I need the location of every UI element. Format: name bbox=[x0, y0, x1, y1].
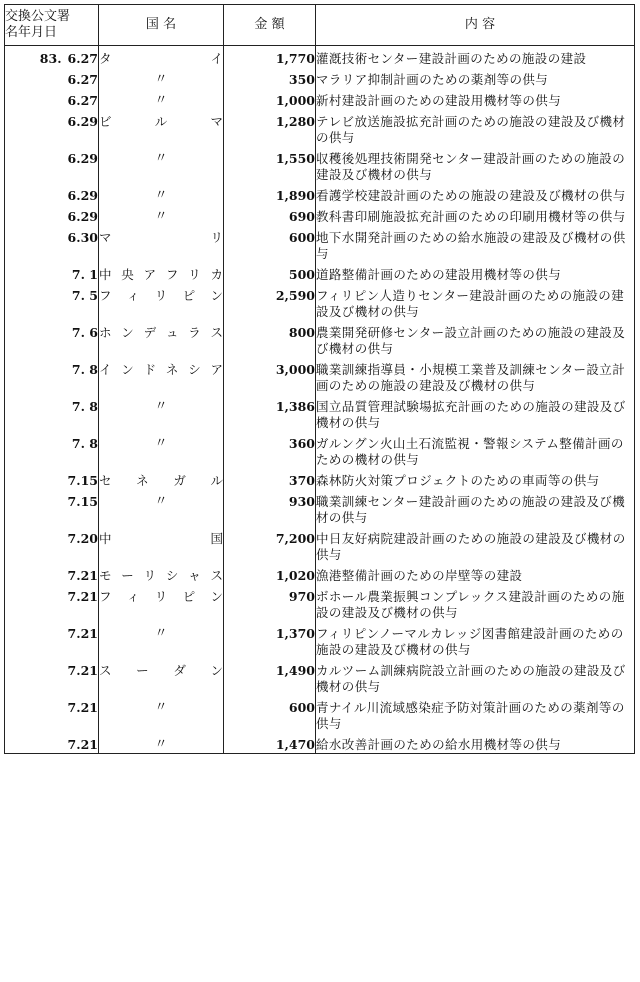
country-name: フ ィ リ ピ ン bbox=[99, 589, 223, 604]
table-row bbox=[5, 489, 635, 526]
table-row bbox=[5, 225, 635, 262]
date-label: 7.21 bbox=[67, 589, 98, 604]
country-name: 中 央 ア フ リ カ bbox=[99, 267, 223, 282]
country-name: イ ン ド ネ シ ア bbox=[99, 362, 223, 377]
country-name: ホ ン デ ュ ラ ス bbox=[99, 325, 223, 340]
date-cell bbox=[5, 320, 99, 357]
content-cell: 地下水開発計画のための給水施設の建設及び機材の供与 bbox=[316, 225, 635, 262]
ditto-mark: 〃 bbox=[154, 436, 168, 451]
table-row bbox=[5, 357, 635, 394]
date-label: 7. 5 bbox=[71, 288, 98, 303]
country-cell bbox=[99, 183, 224, 204]
header-country-char: 国 bbox=[145, 17, 159, 32]
table-header-row bbox=[5, 5, 635, 46]
country-name: ビ ル マ bbox=[99, 114, 223, 129]
header-content-char: 内 bbox=[464, 17, 478, 32]
ditto-mark: 〃 bbox=[154, 93, 168, 108]
ditto-mark: 〃 bbox=[154, 188, 168, 203]
content-cell: 新村建設計画のための建設用機材等の供与 bbox=[316, 88, 635, 109]
country-cell bbox=[99, 109, 224, 146]
date-label: 6.30 bbox=[67, 230, 98, 245]
content-cell: テレビ放送施設拡充計画のための施設の建設及び機材の供与 bbox=[316, 109, 635, 146]
country-cell bbox=[99, 320, 224, 357]
date-label: 7. 8 bbox=[71, 436, 98, 451]
country-cell bbox=[99, 146, 224, 183]
date-label: 7. 1 bbox=[71, 267, 98, 282]
country-name: セ ネ ガ ル bbox=[99, 473, 223, 488]
country-cell bbox=[99, 489, 224, 526]
country-name: 中 国 bbox=[99, 531, 223, 546]
table-row bbox=[5, 431, 635, 468]
amount-cell: 1,000 bbox=[224, 88, 316, 109]
date-label: 6.27 bbox=[67, 93, 98, 108]
table-row bbox=[5, 621, 635, 658]
country-cell bbox=[99, 67, 224, 88]
content-cell: フィリピンノーマルカレッジ図書館建設計画のための施設の建設及び機材の供与 bbox=[316, 621, 635, 658]
date-label: 7.15 bbox=[67, 473, 98, 488]
ditto-mark: 〃 bbox=[154, 494, 168, 509]
date-cell bbox=[5, 88, 99, 109]
date-cell bbox=[5, 67, 99, 88]
content-cell: ボホール農業振興コンプレックス建設計画のための施設の建設及び機材の供与 bbox=[316, 584, 635, 621]
country-cell bbox=[99, 621, 224, 658]
country-cell bbox=[99, 431, 224, 468]
amount-cell: 1,890 bbox=[224, 183, 316, 204]
country-cell bbox=[99, 394, 224, 431]
ditto-mark: 〃 bbox=[154, 151, 168, 166]
header-content-char: 容 bbox=[482, 17, 496, 32]
country-cell bbox=[99, 357, 224, 394]
table-row bbox=[5, 732, 635, 754]
content-cell: マラリア抑制計画のための薬剤等の供与 bbox=[316, 67, 635, 88]
date-cell bbox=[5, 183, 99, 204]
table-row bbox=[5, 563, 635, 584]
date-cell bbox=[5, 357, 99, 394]
date-cell bbox=[5, 563, 99, 584]
date-cell bbox=[5, 225, 99, 262]
amount-cell: 600 bbox=[224, 225, 316, 262]
date-label: 7. 8 bbox=[71, 399, 98, 414]
country-cell bbox=[99, 584, 224, 621]
header-date bbox=[5, 5, 99, 46]
date-cell bbox=[5, 489, 99, 526]
date-cell bbox=[5, 204, 99, 225]
date-label: 7.21 bbox=[67, 663, 98, 678]
table-row bbox=[5, 283, 635, 320]
amount-cell: 1,550 bbox=[224, 146, 316, 183]
date-label: 7.21 bbox=[67, 737, 98, 752]
amount-cell: 1,020 bbox=[224, 563, 316, 584]
country-cell bbox=[99, 732, 224, 754]
content-cell: 森林防火対策プロジェクトのための車両等の供与 bbox=[316, 468, 635, 489]
date-cell bbox=[5, 394, 99, 431]
country-cell bbox=[99, 262, 224, 283]
amount-cell: 360 bbox=[224, 431, 316, 468]
content-cell: カルツーム訓練病院設立計画のための施設の建設及び機材の供与 bbox=[316, 658, 635, 695]
country-name: ス ー ダ ン bbox=[99, 663, 223, 678]
date-cell bbox=[5, 146, 99, 183]
table-row bbox=[5, 394, 635, 431]
ditto-mark: 〃 bbox=[154, 209, 168, 224]
header-date-line1: 交換公文署 bbox=[5, 9, 71, 24]
ditto-mark: 〃 bbox=[154, 700, 168, 715]
date-label: 7.20 bbox=[67, 531, 98, 546]
country-name: フ ィ リ ピ ン bbox=[99, 288, 223, 303]
ditto-mark: 〃 bbox=[154, 72, 168, 87]
content-cell: 教科書印刷施設拡充計画のための印刷用機材等の供与 bbox=[316, 204, 635, 225]
amount-cell: 7,200 bbox=[224, 526, 316, 563]
amount-cell: 930 bbox=[224, 489, 316, 526]
date-label: 7.21 bbox=[67, 568, 98, 583]
header-amount-char: 額 bbox=[271, 17, 285, 32]
table-row bbox=[5, 109, 635, 146]
table-row bbox=[5, 46, 635, 68]
date-cell bbox=[5, 283, 99, 320]
grant-aid-table bbox=[4, 4, 635, 754]
date-cell bbox=[5, 621, 99, 658]
ditto-mark: 〃 bbox=[154, 737, 168, 752]
date-cell bbox=[5, 695, 99, 732]
date-label: 7.21 bbox=[67, 700, 98, 715]
country-name: マ リ bbox=[99, 230, 223, 245]
country-name: モ ー リ シ ャ ス bbox=[99, 568, 223, 583]
date-cell bbox=[5, 431, 99, 468]
country-cell bbox=[99, 88, 224, 109]
amount-cell: 600 bbox=[224, 695, 316, 732]
header-content bbox=[316, 5, 635, 46]
header-amount bbox=[224, 5, 316, 46]
header-amount-char: 金 bbox=[254, 17, 268, 32]
amount-cell: 800 bbox=[224, 320, 316, 357]
country-cell bbox=[99, 225, 224, 262]
table-row bbox=[5, 584, 635, 621]
date-label: 7.21 bbox=[67, 626, 98, 641]
date-cell bbox=[5, 468, 99, 489]
date-label: 7. 6 bbox=[71, 325, 98, 340]
content-cell: 職業訓練指導員・小規模工業普及訓練センター設立計画のための施設の建設及び機材の供与 bbox=[316, 357, 635, 394]
header-country bbox=[99, 5, 224, 46]
country-cell bbox=[99, 563, 224, 584]
content-cell: 青ナイル川流域感染症予防対策計画のための薬剤等の供与 bbox=[316, 695, 635, 732]
content-cell: 職業訓練センター建設計画のための施設の建設及び機材の供与 bbox=[316, 489, 635, 526]
date-label: 6.29 bbox=[67, 188, 98, 203]
content-cell: フィリピン人造りセンター建設計画のための施設の建設及び機材の供与 bbox=[316, 283, 635, 320]
amount-cell: 1,386 bbox=[224, 394, 316, 431]
country-cell bbox=[99, 46, 224, 68]
amount-cell: 370 bbox=[224, 468, 316, 489]
content-cell: 農業開発研修センター設立計画のための施設の建設及び機材の供与 bbox=[316, 320, 635, 357]
amount-cell: 3,000 bbox=[224, 357, 316, 394]
content-cell: 看護学校建設計画のための施設の建設及び機材の供与 bbox=[316, 183, 635, 204]
year-label: 83. bbox=[39, 51, 62, 66]
date-label: 6.27 bbox=[67, 72, 98, 87]
content-cell: ガルングン火山土石流監視・警報システム整備計画のための機材の供与 bbox=[316, 431, 635, 468]
date-label: 6.27 bbox=[67, 51, 98, 66]
ditto-mark: 〃 bbox=[154, 626, 168, 641]
date-cell bbox=[5, 262, 99, 283]
table-row bbox=[5, 88, 635, 109]
country-cell bbox=[99, 695, 224, 732]
table-row bbox=[5, 468, 635, 489]
table-row bbox=[5, 320, 635, 357]
date-label: 7.15 bbox=[67, 494, 98, 509]
country-cell bbox=[99, 468, 224, 489]
amount-cell: 1,770 bbox=[224, 46, 316, 68]
date-label: 6.29 bbox=[67, 209, 98, 224]
country-cell bbox=[99, 204, 224, 225]
amount-cell: 500 bbox=[224, 262, 316, 283]
date-cell bbox=[5, 658, 99, 695]
date-cell bbox=[5, 732, 99, 754]
date-label: 6.29 bbox=[67, 114, 98, 129]
country-cell bbox=[99, 526, 224, 563]
date-label: 7. 8 bbox=[71, 362, 98, 377]
table-row bbox=[5, 526, 635, 563]
header-date-line2: 名年月日 bbox=[5, 25, 58, 40]
content-cell: 漁港整備計画のための岸壁等の建設 bbox=[316, 563, 635, 584]
date-cell bbox=[5, 46, 99, 68]
content-cell: 道路整備計画のための建設用機材等の供与 bbox=[316, 262, 635, 283]
table-row bbox=[5, 262, 635, 283]
date-cell bbox=[5, 526, 99, 563]
header-country-char: 名 bbox=[163, 17, 177, 32]
table-body bbox=[5, 46, 635, 754]
date-cell bbox=[5, 109, 99, 146]
amount-cell: 350 bbox=[224, 67, 316, 88]
table-row bbox=[5, 67, 635, 88]
content-cell: 灌漑技術センター建設計画のための施設の建設 bbox=[316, 46, 635, 68]
amount-cell: 1,280 bbox=[224, 109, 316, 146]
amount-cell: 1,370 bbox=[224, 621, 316, 658]
date-cell bbox=[5, 584, 99, 621]
amount-cell: 1,470 bbox=[224, 732, 316, 754]
content-cell: 中日友好病院建設計画のための施設の建設及び機材の供与 bbox=[316, 526, 635, 563]
table-row bbox=[5, 183, 635, 204]
table-row bbox=[5, 695, 635, 732]
table-row bbox=[5, 658, 635, 695]
amount-cell: 2,590 bbox=[224, 283, 316, 320]
date-label: 6.29 bbox=[67, 151, 98, 166]
amount-cell: 1,490 bbox=[224, 658, 316, 695]
table-row bbox=[5, 204, 635, 225]
amount-cell: 970 bbox=[224, 584, 316, 621]
table-row bbox=[5, 146, 635, 183]
country-cell bbox=[99, 283, 224, 320]
country-cell bbox=[99, 658, 224, 695]
amount-cell: 690 bbox=[224, 204, 316, 225]
content-cell: 給水改善計画のための給水用機材等の供与 bbox=[316, 732, 635, 754]
country-name: タ イ bbox=[99, 51, 223, 66]
ditto-mark: 〃 bbox=[154, 399, 168, 414]
content-cell: 国立品質管理試験場拡充計画のための施設の建設及び機材の供与 bbox=[316, 394, 635, 431]
content-cell: 収穫後処理技術開発センター建設計画のための施設の建設及び機材の供与 bbox=[316, 146, 635, 183]
